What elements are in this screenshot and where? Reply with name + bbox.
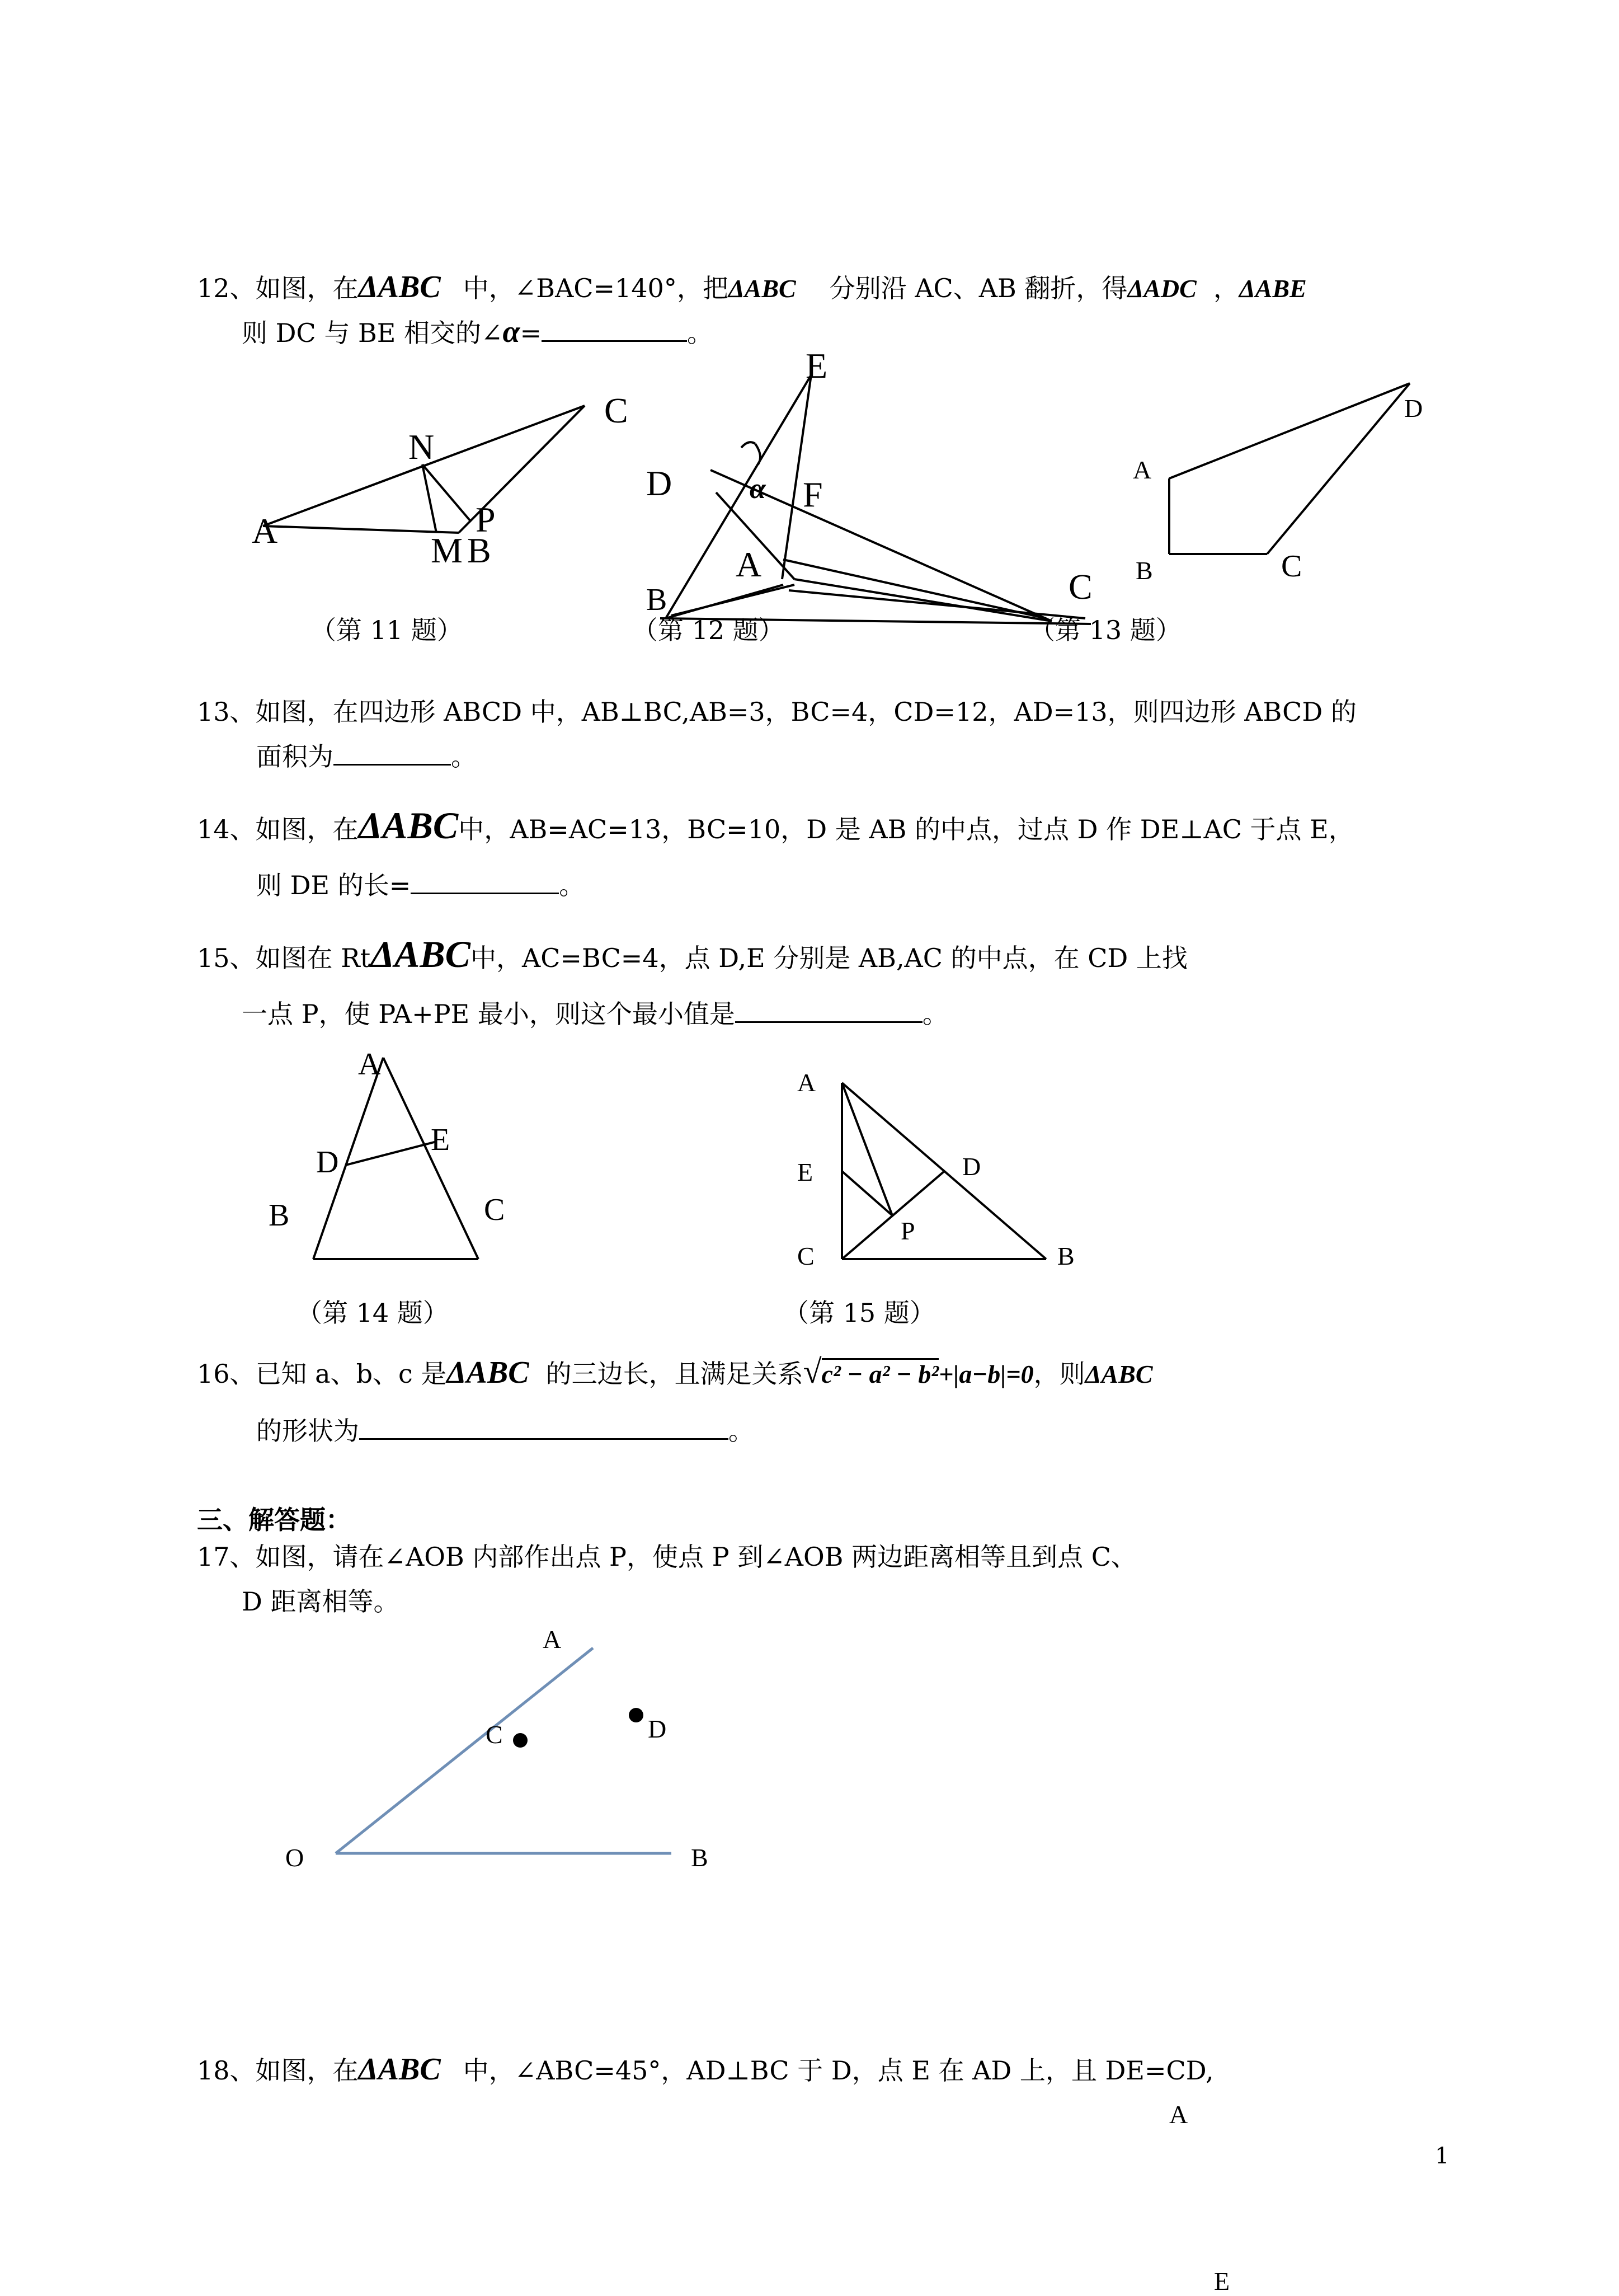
q13-answer-blank[interactable] <box>333 741 451 766</box>
q15-line1: 15、如图在 RtΔABC中，AC=BC=4，点 D,E 分别是 AB,AC 的中点，在 CD 上找 <box>197 933 1188 975</box>
fig11-label-a: A <box>252 511 278 551</box>
fig15-label-a: A <box>797 1068 816 1097</box>
fig11-label-p: P <box>476 500 496 539</box>
triangle-abc-symbol: ΔABC <box>358 804 459 847</box>
fig14-label-d: D <box>316 1145 339 1180</box>
triangle-abc-symbol: ΔABC <box>728 274 796 303</box>
fig17-label-o: O <box>285 1843 304 1872</box>
caption-fig13: （第 13 题） <box>1029 615 1182 645</box>
fig12-label-b: B <box>646 583 667 617</box>
q14-line1: 14、如图，在ΔABC中，AB=AC=13，BC=10，D 是 AB 的中点，过点 D 作 DE⊥AC 于点 E， <box>197 804 1354 847</box>
fig18-label-a: A <box>1169 2100 1188 2129</box>
figure-15 <box>783 1055 1108 1273</box>
fig18-label-e: E <box>1214 2267 1230 2295</box>
triangle-abc-symbol: ΔABC <box>358 270 441 304</box>
q12-answer-blank[interactable] <box>542 318 687 342</box>
fig13-label-c: C <box>1281 549 1302 584</box>
fig14-label-a: A <box>358 1047 381 1082</box>
q12-line2: 则 DC 与 BE 相交的∠α= 。 <box>242 314 713 349</box>
fig14-label-c: C <box>484 1192 505 1227</box>
fig11-label-b: B <box>467 530 491 570</box>
fig15-label-b: B <box>1057 1242 1075 1270</box>
caption-fig15: （第 15 题） <box>783 1298 935 1328</box>
figure-13 <box>1119 375 1466 599</box>
formula-abs-part: +|a−b|=0 <box>939 1360 1034 1388</box>
fig13-label-d: D <box>1404 394 1423 422</box>
q18-line1: 18、如图，在ΔABC 中，∠ABC=45°，AD⊥BC 于 D，点 E 在 AD 上，且 DE=CD, <box>197 2052 1214 2087</box>
fig14-label-b: B <box>269 1198 290 1233</box>
fig11-label-m: M <box>431 530 463 570</box>
alpha-symbol: α <box>502 314 520 349</box>
triangle-abc-symbol: ΔABC <box>358 2052 441 2087</box>
sqrt-symbol: √ <box>803 1353 822 1390</box>
page-number: 1 <box>1435 2143 1449 2169</box>
q14-line2: 则 DE 的长= 。 <box>256 870 585 900</box>
triangle-adc-symbol: ΔADC <box>1127 274 1197 303</box>
q13-line1: 13、如图，在四边形 ABCD 中，AB⊥BC,AB=3，BC=4，CD=12，AD=13，则四边形 ABCD 的 <box>197 697 1357 727</box>
fig11-label-c: C <box>604 391 628 430</box>
fig12-label-alpha: α <box>750 473 766 505</box>
fig11-label-n: N <box>408 427 435 467</box>
fig12-label-c: C <box>1069 567 1093 607</box>
q13-line2: 面积为 。 <box>256 741 477 772</box>
fig12-label-e: E <box>806 346 828 386</box>
triangle-abc-symbol: ΔABC <box>446 1355 529 1390</box>
fig12-label-d: D <box>646 463 672 503</box>
fig17-label-c: C <box>486 1720 503 1749</box>
figure-12 <box>638 344 1119 646</box>
fig13-label-a: A <box>1133 456 1152 484</box>
caption-fig14: （第 14 题） <box>296 1298 449 1328</box>
fig13-label-b: B <box>1136 556 1153 585</box>
fig15-label-p: P <box>901 1217 915 1245</box>
fig17-label-d: D <box>648 1715 667 1743</box>
triangle-abc-symbol: ΔABC <box>370 933 470 975</box>
fig12-label-a: A <box>736 544 762 584</box>
q15-answer-blank[interactable] <box>735 999 923 1023</box>
figure-17 <box>280 1626 738 1894</box>
figure-14 <box>263 1041 543 1276</box>
caption-fig11: （第 11 题） <box>310 615 463 645</box>
q14-answer-blank[interactable] <box>411 870 559 894</box>
q16-line2: 的形状为 。 <box>256 1416 754 1446</box>
q17-line2: D 距离相等。 <box>242 1586 399 1617</box>
q15-line2: 一点 P，使 PA+PE 最小，则这个最小值是 。 <box>242 999 948 1029</box>
figure-11 <box>241 381 643 582</box>
q12-line1: 12、如图，在ΔABC 中，∠BAC=140°，把ΔABC 分别沿 AC、AB 翻折，得ΔADC ，ΔABE <box>197 270 1307 304</box>
fig15-label-d: D <box>962 1152 981 1181</box>
fig15-label-e: E <box>797 1158 813 1186</box>
section-3-title: 三、解答题： <box>197 1505 351 1535</box>
q16-answer-blank[interactable] <box>359 1416 728 1440</box>
fig17-label-a: A <box>543 1625 562 1654</box>
triangle-abe-symbol: ΔABE <box>1239 274 1307 303</box>
formula-radicand: c² − a² − b² <box>822 1358 939 1388</box>
fig15-label-c: C <box>797 1242 815 1270</box>
fig17-label-b: B <box>691 1843 708 1872</box>
caption-fig12: （第 12 题） <box>632 615 784 645</box>
point-c-dot <box>513 1733 528 1748</box>
q17-line1: 17、如图，请在∠AOB 内部作出点 P，使点 P 到∠AOB 两边距离相等且到点 C、 <box>197 1542 1137 1572</box>
triangle-abc-symbol: ΔABC <box>1085 1360 1153 1388</box>
q16-line1: 16、已知 a、b、c 是ΔABC 的三边长，且满足关系√c² − a² − b²+|a−b|=0，则ΔABC <box>197 1353 1153 1390</box>
fig12-label-f: F <box>803 475 823 514</box>
fig14-label-e: E <box>431 1123 450 1157</box>
point-d-dot <box>629 1708 643 1722</box>
